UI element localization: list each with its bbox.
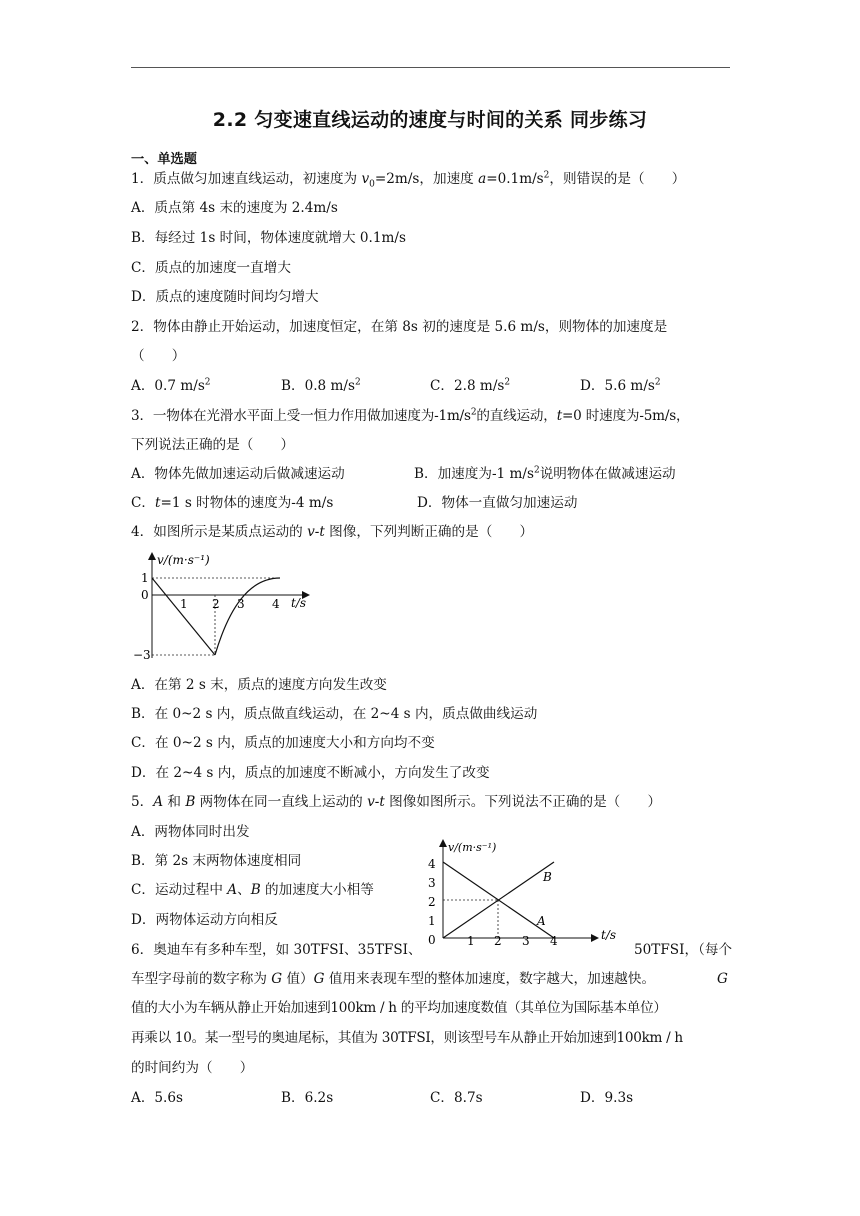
q5-option-a: A．两物体同时出发 (131, 824, 250, 840)
q5-xtick-3: 3 (522, 934, 530, 948)
q2-option-b: B．0.8 $m/s^2$ (281, 377, 361, 394)
page-title: 2.2 匀变速直线运动的速度与时间的关系 同步练习 (212, 109, 648, 131)
q4-ytick-0: 0 (141, 588, 149, 602)
q5-xtick-4: 4 (550, 934, 558, 948)
q4-xtick-2: 2 (212, 597, 220, 611)
q4-curve-segment (215, 578, 280, 655)
q4-xtick-4: 4 (272, 597, 280, 611)
q6-line1: 6．奥迪车有多种车型，如 30TFSI、35TFSI、 (131, 942, 422, 958)
q3-option-c: C．t=1 s 时物体的速度为-4 m/s (131, 495, 334, 511)
q4-x-label: t/s (291, 596, 307, 610)
q4-y-label: v/(m·s⁻¹) (157, 553, 210, 567)
q3-option-d: D．物体一直做匀加速运动 (417, 495, 578, 511)
q4-vt-graph (131, 548, 316, 666)
q5-vt-graph (426, 836, 622, 948)
q5-option-d: D．两物体运动方向相反 (131, 912, 278, 928)
q2-option-a: A．0.7 $m/s^2$ (131, 377, 211, 394)
q5-ytick-2: 2 (428, 895, 436, 909)
q6-line4: 再乘以 10。某一型号的奥迪尾标，其值为 30TFSI，则该型号车从静止开始加速到100km / h (131, 1030, 683, 1046)
q3-option-a: A．物体先做加速运动后做减速运动 (131, 466, 345, 482)
q6-option-d: D．9.3s (580, 1090, 634, 1106)
q5-xtick-1: 1 (467, 934, 475, 948)
q4-option-c: C．在 0~2 s 内，质点的加速度大小和方向均不变 (131, 735, 435, 751)
q5-ytick-1: 1 (428, 914, 436, 928)
q1-option-a: A．质点第 4s 末的速度为 2.4m/s (131, 200, 338, 216)
header-rule (131, 67, 730, 68)
q4-xtick-1: 1 (180, 597, 188, 611)
q5-label-a: A (537, 914, 546, 928)
q5-ytick-0: 0 (428, 933, 436, 947)
q4-line-segment (152, 578, 215, 655)
q5-stem: 5．A 和 B 两物体在同一直线上运动的 v-t 图像如图所示。下列说法不正确的是（ ） (131, 794, 662, 810)
q2-option-d: D．5.6 $m/s^2$ (580, 377, 661, 394)
q4-ytick-neg3: −3 (133, 648, 151, 662)
q4-option-d: D．在 2~4 s 内，质点的加速度不断减小，方向发生了改变 (131, 765, 490, 781)
q4-option-b: B．在 0~2 s 内，质点做直线运动，在 2~4 s 内，质点做曲线运动 (131, 706, 538, 722)
q2-stem-cont: （ ） (131, 348, 186, 364)
q5-xtick-2: 2 (494, 934, 502, 948)
q4-ytick-1: 1 (141, 571, 149, 585)
q5-ytick-4: 4 (428, 857, 436, 871)
q4-xtick-3: 3 (237, 597, 245, 611)
q5-option-c: C．运动过程中 A、B 的加速度大小相等 (131, 882, 374, 898)
q3-option-b: B．加速度为-1 $m/s^2$说明物体在做减速运动 (414, 465, 676, 482)
q6-option-b: B．6.2s (281, 1090, 334, 1106)
q3-stem-cont: 下列说法正确的是（ ） (131, 437, 295, 453)
q5-label-b: B (543, 870, 552, 884)
section-heading: 一、单选题 (131, 152, 197, 167)
q1-option-c: C．质点的加速度一直增大 (131, 260, 291, 276)
q2-option-c: C．2.8 $m/s^2$ (430, 377, 511, 394)
q2-stem: 2．物体由静止开始运动，加速度恒定，在第 8s 初的速度是 5.6 m/s，则物体的加速度是 (131, 319, 668, 335)
q3-stem: 3．一物体在光滑水平面上受一恒力作用做加速度为$-1m/s^2$的直线运动，t=0 时速度为-5m/s， (131, 407, 690, 424)
q5-option-b: B．第 2s 末两物体速度相同 (131, 853, 302, 869)
q5-y-label: v/(m·s⁻¹) (448, 841, 497, 854)
q6-line2-end: G (717, 971, 728, 987)
q1-stem: 1．质点做匀加速直线运动，初速度为 $v_0=2m/s$，加速度 $a=0.1m/s^2$，则错误的是（ ） (131, 170, 686, 190)
q6-line1-end: 50TFSI，（每个 (634, 942, 733, 958)
q4-stem: 4．如图所示是某质点运动的 v-t 图像，下列判断正确的是（ ） (131, 524, 534, 540)
q6-line2: 车型字母前的数字称为 G 值）G 值用来表现车型的整体加速度，数字越大，加速越快。 (131, 971, 656, 987)
q5-x-label: t/s (601, 928, 617, 942)
q5-ytick-3: 3 (428, 876, 436, 890)
q6-option-a: A．5.6s (131, 1090, 184, 1106)
q1-option-b: B．每经过 1s 时间，物体速度就增大 0.1m/s (131, 230, 406, 246)
q4-option-a: A．在第 2 s 末，质点的速度方向发生改变 (131, 677, 387, 693)
q1-option-d: D．质点的速度随时间均匀增大 (131, 289, 319, 305)
q6-line3: 值的大小为车辆从静止开始加速到100km / h 的平均加速度数值（其单位为国际基本单位） (131, 1000, 667, 1016)
q6-line5: 的时间约为（ ） (131, 1060, 254, 1076)
q6-option-c: C．8.7s (430, 1090, 483, 1106)
